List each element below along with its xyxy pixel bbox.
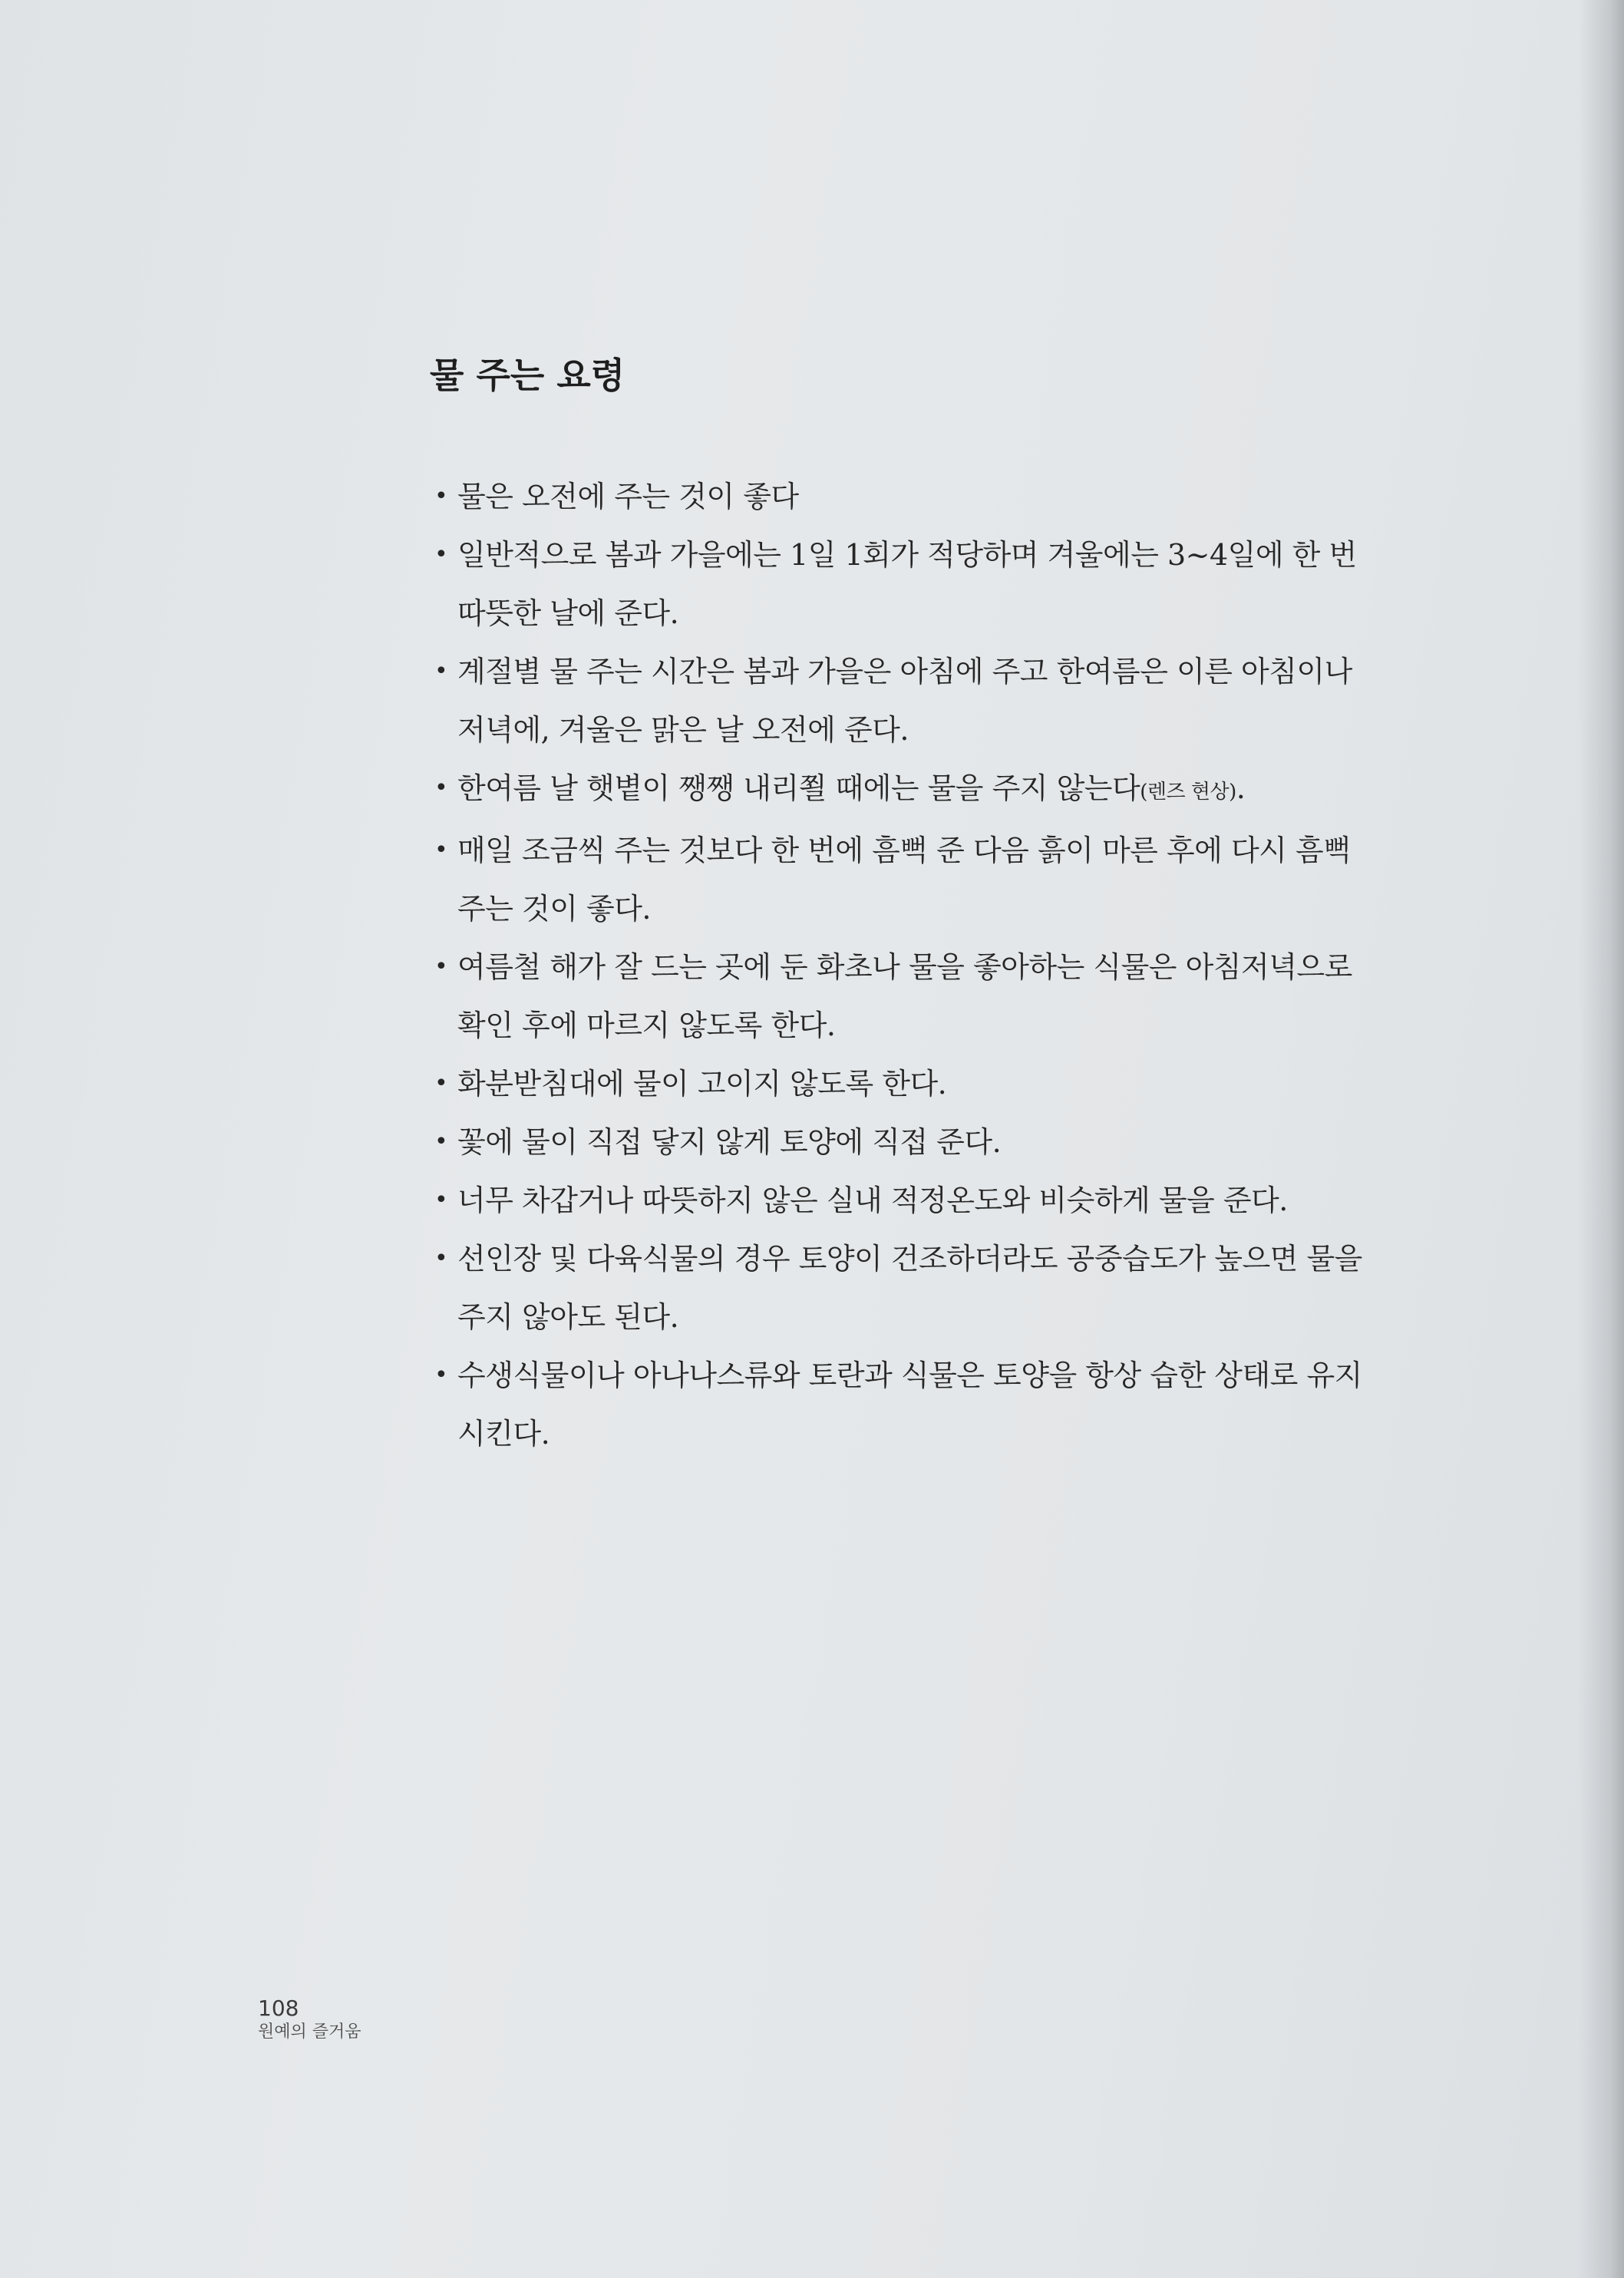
section-heading: 물 주는 요령 [430,355,626,396]
list-item-tail: . [1236,771,1246,806]
page-number: 108 [258,1996,299,2021]
bullet-icon: • [434,541,448,569]
page-content [430,355,1381,1463]
list-item [430,1055,1381,1113]
bullet-icon: • [434,1362,448,1389]
list-item [430,1113,1381,1171]
list-item-text: 한여름 날 햇볕이 쨍쨍 내리쬘 때에는 물을 주지 않는다 [457,771,1140,806]
list-item [430,821,1381,938]
bullet-icon: • [434,953,448,981]
list-item-text: 일반적으로 봄과 가을에는 1일 1회가 적당하며 겨울에는 3~4일에 한 번 따뜻한 날에 준다. [457,538,1357,631]
bullet-icon: • [434,1187,448,1214]
bullet-icon: • [434,774,448,802]
list-item-text: 수생식물이나 아나나스류와 토란과 식물은 토양을 항상 습한 상태로 유지시킨다. [457,1359,1362,1451]
list-item [430,1171,1381,1230]
list-item-text: 물은 오전에 주는 것이 좋다 [457,480,799,514]
page-footer [258,1996,361,2043]
list-item-text: 화분받침대에 물이 고이지 않도록 한다. [457,1067,947,1101]
list-item [430,759,1381,821]
bullet-icon: • [434,483,448,510]
list-item-text: 꽃에 물이 직접 닿지 않게 토양에 직접 준다. [457,1125,1002,1160]
list-item [430,526,1381,642]
list-item [430,642,1381,759]
list-item-text: 너무 차갑거나 따뜻하지 않은 실내 적정온도와 비슷하게 물을 준다. [457,1184,1288,1218]
bullet-icon: • [434,1245,448,1273]
list-item [430,1346,1381,1463]
list-item-note: (렌즈 현상) [1140,781,1236,804]
bullet-icon: • [434,1128,448,1156]
list-item [430,1230,1381,1346]
watering-tips-list [430,467,1381,1463]
page-edge-shadow [1578,0,1624,2278]
list-item [430,467,1381,526]
running-title: 원예의 즐거움 [258,2022,361,2042]
list-item [430,938,1381,1055]
list-item-text: 선인장 및 다육식물의 경우 토양이 건조하더라도 공중습도가 높으면 물을 주지 않아도 된다. [457,1242,1362,1335]
bullet-icon: • [434,1070,448,1098]
list-item-text: 계절별 물 주는 시간은 봄과 가을은 아침에 주고 한여름은 이른 아침이나 저녁에, 겨울은 맑은 날 오전에 준다. [457,655,1352,748]
list-item-text: 여름철 해가 잘 드는 곳에 둔 화초나 물을 좋아하는 식물은 아침저녁으로 확인 후에 마르지 않도록 한다. [457,950,1352,1043]
bullet-icon: • [434,837,448,864]
list-item-text: 매일 조금씩 주는 것보다 한 번에 흠뻑 준 다음 흙이 마른 후에 다시 흠뻑 주는 것이 좋다. [457,834,1352,926]
bullet-icon: • [434,658,448,685]
